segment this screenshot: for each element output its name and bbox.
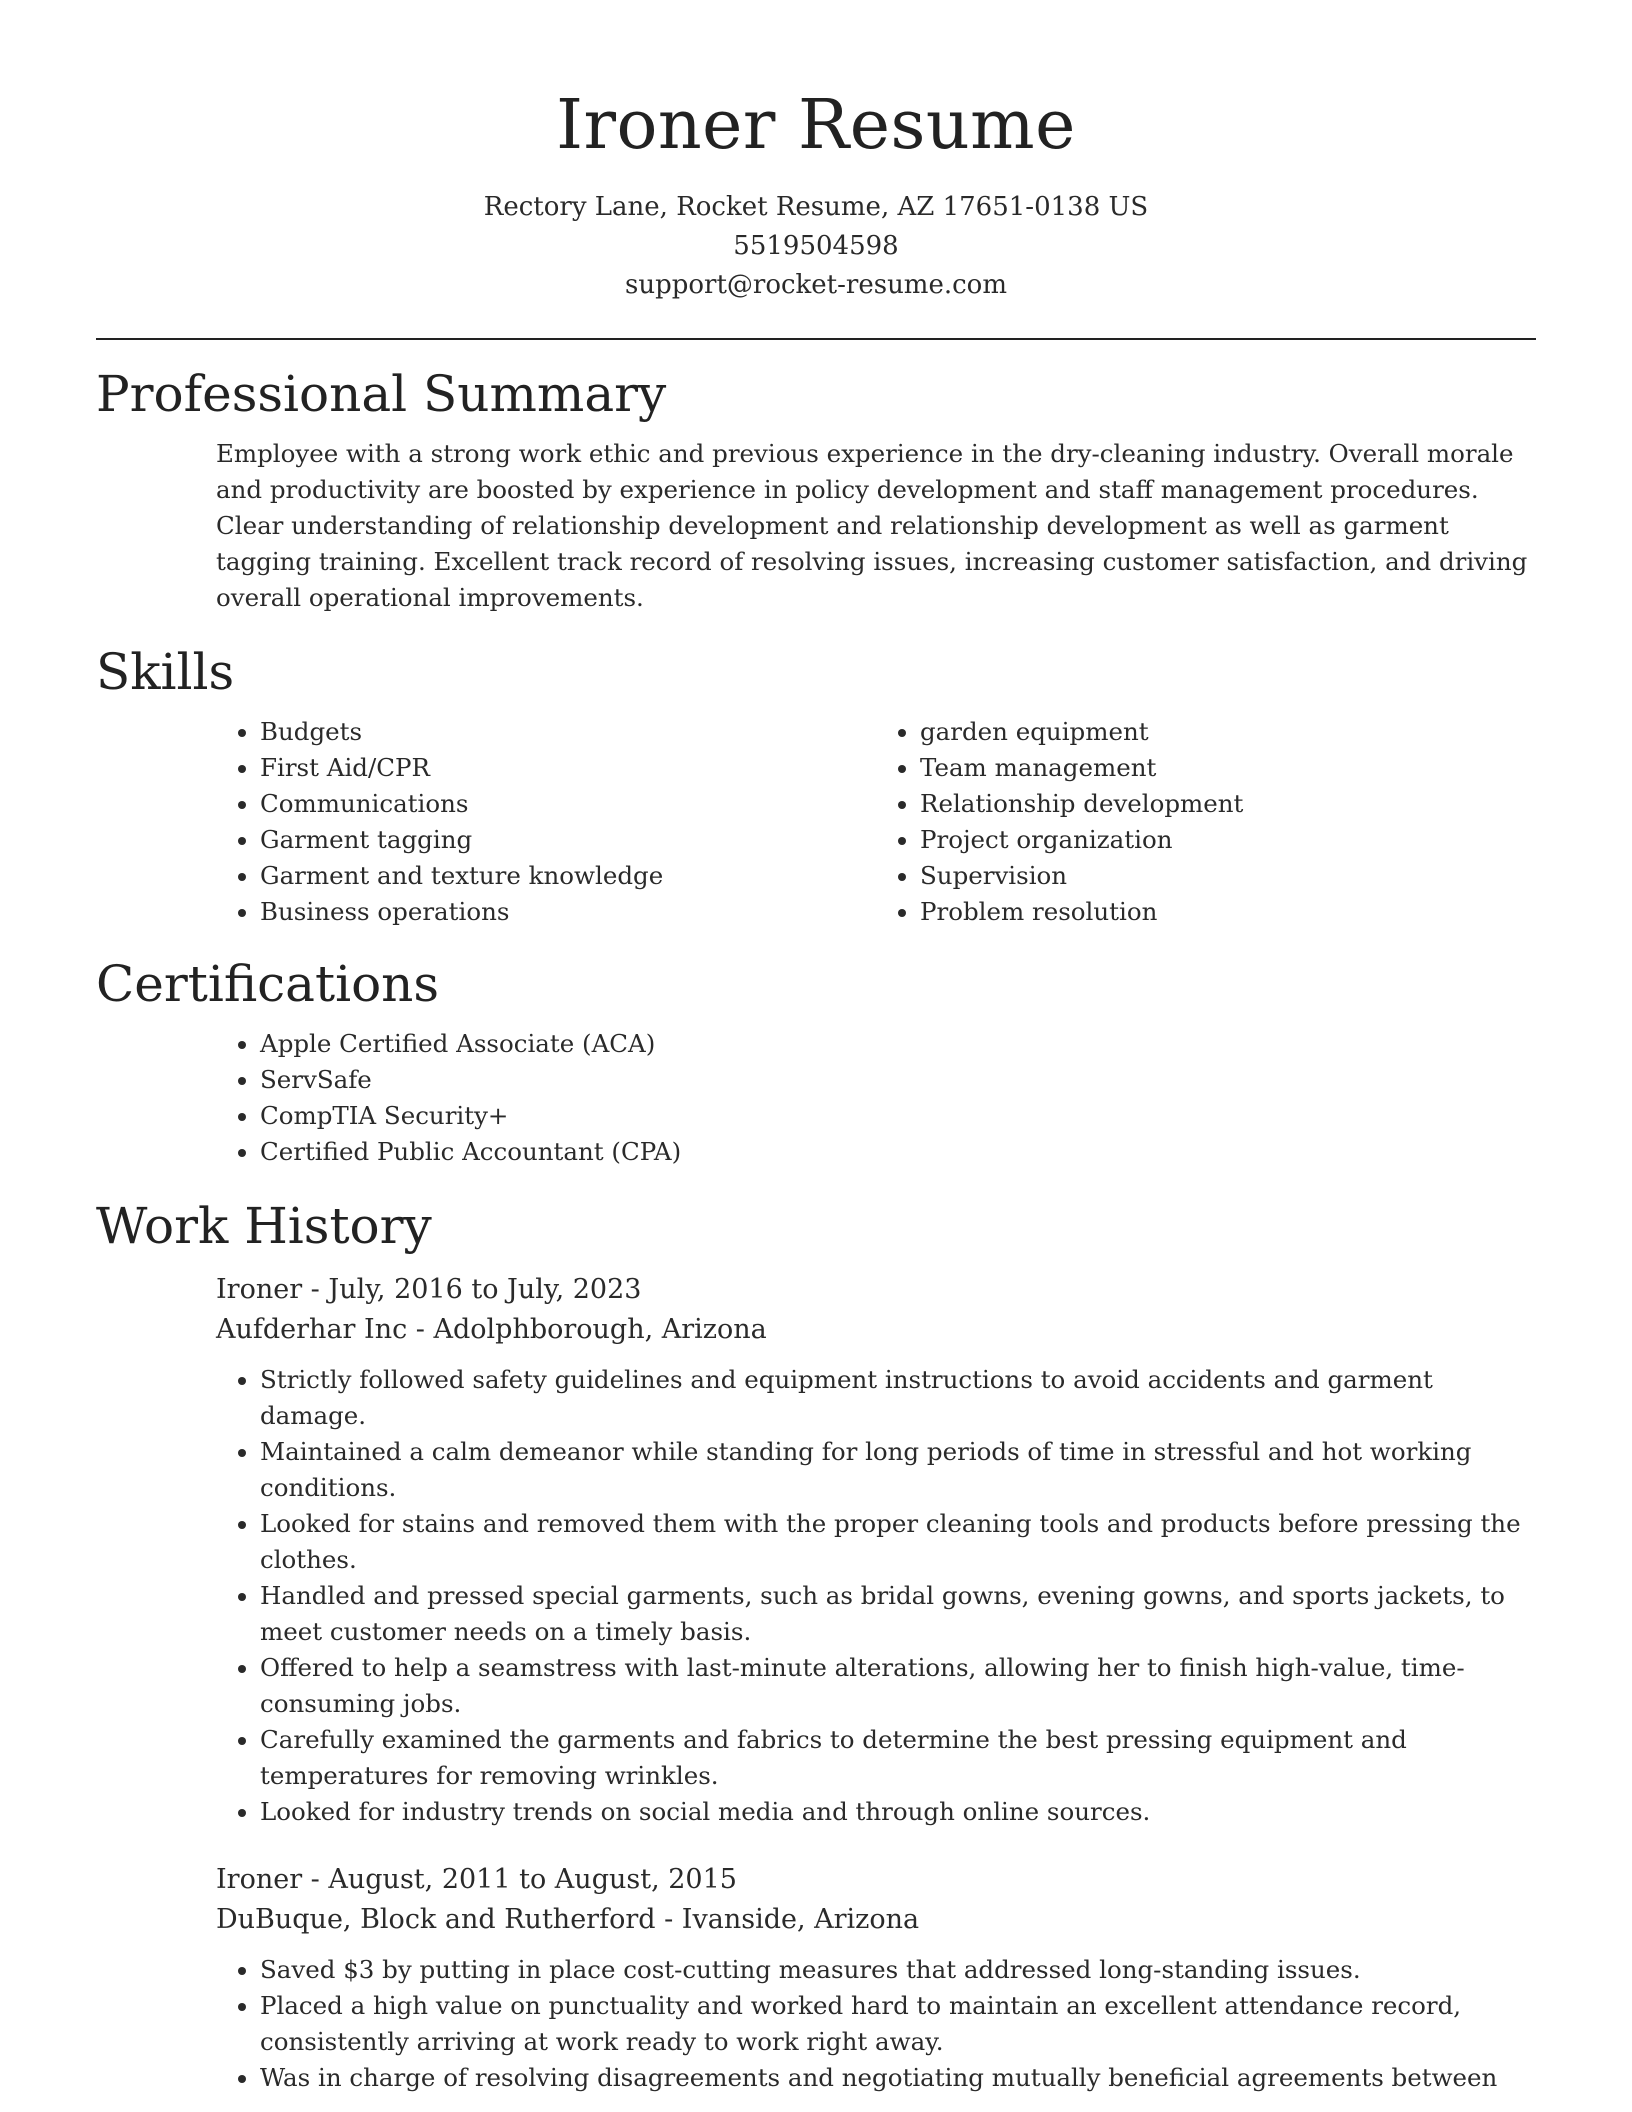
job-company-line: DuBuque, Block and Rutherford - Ivanside, Arizona xyxy=(216,1904,920,1935)
work-history-section xyxy=(96,1196,1536,2096)
skill-item: • Business operations xyxy=(260,894,876,930)
job-company-line: Aufderhar Inc - Adolphborough, Arizona xyxy=(216,1314,767,1345)
job-title-line: Ironer - July, 2016 to July, 2023 xyxy=(216,1274,642,1305)
skills-columns xyxy=(216,714,1536,930)
skill-item: • Garment tagging xyxy=(260,822,876,858)
job-bullet: • Handled and pressed special garments, such as bridal gowns, evening gowns, and sports jackets, to meet customer needs on a timely basis. xyxy=(260,1578,1536,1650)
certification-item: • CompTIA Security+ xyxy=(260,1098,1536,1134)
job-bullet: • Strictly followed safety guidelines and equipment instructions to avoid accidents and garment damage. xyxy=(260,1362,1536,1434)
job-title-line: Ironer - August, 2011 to August, 2015 xyxy=(216,1864,737,1895)
contact-phone: 5519504598 xyxy=(733,231,899,261)
skills-right-list xyxy=(876,714,1536,930)
resume-page xyxy=(96,0,1536,2112)
job-bullet: • Was in charge of resolving disagreements and negotiating mutually beneficial agreements between xyxy=(260,2060,1536,2096)
skill-item: • Garment and texture knowledge xyxy=(260,858,876,894)
contact-block xyxy=(96,188,1536,305)
summary-heading: Professional Summary xyxy=(96,365,667,423)
skill-item: • Communications xyxy=(260,786,876,822)
skill-item: • Team management xyxy=(920,750,1536,786)
skill-item: • Project organization xyxy=(920,822,1536,858)
job-bullet-list xyxy=(216,1362,1536,1830)
job-bullet-list xyxy=(216,1952,1536,2096)
job-bullet: • Looked for industry trends on social media and through online sources. xyxy=(260,1794,1536,1830)
work-history-heading: Work History xyxy=(96,1197,432,1255)
certification-item: • ServSafe xyxy=(260,1062,1536,1098)
summary-section xyxy=(96,364,1536,616)
certification-item: • Certified Public Accountant (CPA) xyxy=(260,1134,1536,1170)
job-bullet: • Carefully examined the garments and fabrics to determine the best pressing equipment and temperatures for removing wrinkles. xyxy=(260,1722,1536,1794)
skill-item: • garden equipment xyxy=(920,714,1536,750)
skill-item: • Relationship development xyxy=(920,786,1536,822)
contact-email: support@rocket-resume.com xyxy=(624,270,1007,300)
resume-name: Ironer Resume xyxy=(556,86,1076,165)
certifications-list xyxy=(216,1026,1536,1170)
job-bullet: • Looked for stains and removed them with the proper cleaning tools and products before pressing the clothes. xyxy=(260,1506,1536,1578)
skill-item: • Supervision xyxy=(920,858,1536,894)
certification-item: • Apple Certified Associate (ACA) xyxy=(260,1026,1536,1062)
job-bullet: • Offered to help a seamstress with last-minute alterations, allowing her to finish high-value, time-consuming jobs. xyxy=(260,1650,1536,1722)
summary-text: Employee with a strong work ethic and previous experience in the dry-cleaning industry. Overall morale and productivity are boosted by experience in policy development and staff management procedures. Clear understanding of relationship development and relationship development as well as garment tagging training. Excellent track record of resolving issues, increasing customer satisfaction, and driving overall operational improvements. xyxy=(216,439,1528,612)
skill-item: • First Aid/CPR xyxy=(260,750,876,786)
certifications-heading: Certifications xyxy=(96,955,440,1013)
certifications-section xyxy=(96,954,1536,1170)
job-entry xyxy=(216,1860,1536,2096)
skill-item: • Budgets xyxy=(260,714,876,750)
skills-heading: Skills xyxy=(96,643,235,701)
job-entry xyxy=(216,1270,1536,1830)
contact-address: Rectory Lane, Rocket Resume, AZ 17651-0138 US xyxy=(483,192,1149,222)
job-bullet: • Placed a high value on punctuality and worked hard to maintain an excellent attendance record, consistently arriving at work ready to work right away. xyxy=(260,1988,1536,2060)
skills-section xyxy=(96,642,1536,930)
skills-left-list xyxy=(216,714,876,930)
header-divider xyxy=(96,338,1536,340)
skill-item: • Problem resolution xyxy=(920,894,1536,930)
job-bullet: • Saved $3 by putting in place cost-cutting measures that addressed long-standing issues. xyxy=(260,1952,1536,1988)
job-bullet: • Maintained a calm demeanor while standing for long periods of time in stressful and hot working conditions. xyxy=(260,1434,1536,1506)
resume-header xyxy=(96,0,1536,305)
